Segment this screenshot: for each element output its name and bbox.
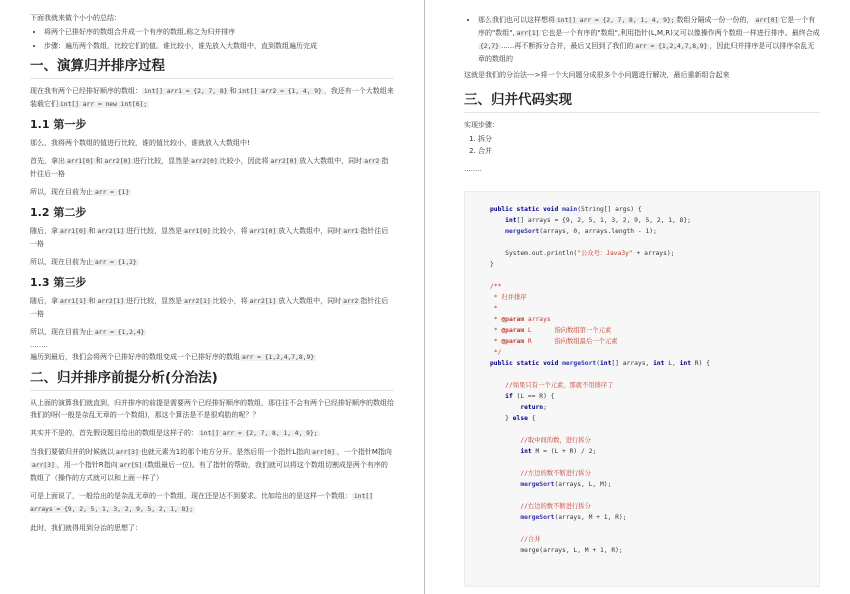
paragraph: 从上面的演算我们就直到，归并排序的前提是需要两个已经排好顺序的数组，那往往不会有两个已经排好顺序的数组给我们的呀(一般是杂乱无章的一个数组)，那这个算法是不是很鸡肋的呢？？ — [30, 399, 394, 419]
code-line: public static void mergeSort(int[] arrays, int L, int R) { — [490, 360, 710, 367]
paragraph: 首先，拿出 arr1[0] 和 arr2[0] 进行比较，显然是 arr2[0] 比较小，因此将 arr2[0] 放入大数组中，同时 arr2 指针往后一格 — [30, 157, 389, 178]
code-line: int M = (L + R) / 2; — [520, 448, 597, 455]
summary-item: • 步骤：遍历两个数组，比较它们的值。谁比较小，谁先放入大数组中，直到数组遍历完成 — [44, 40, 394, 52]
code-line: */ — [490, 349, 502, 356]
code-line: mergeSort(arrays, 0, arrays.length - 1); — [505, 228, 657, 235]
code-line: //取中间的数，进行拆分 — [490, 437, 591, 444]
code-line: //如果只有一个元素，那就不用排序了 — [490, 382, 614, 389]
code-line: public static void main(String[] args) { — [490, 206, 642, 213]
code-content — [490, 204, 811, 556]
code-line: return; — [520, 404, 547, 411]
paragraph: 所以，现在目前为止 arr = {1,2,4} — [30, 328, 145, 336]
steps-list — [464, 133, 820, 157]
bullet-list — [464, 14, 820, 65]
code-line: mergeSort(arrays, L, M); — [520, 481, 612, 488]
ellipsis: ........ — [30, 341, 48, 349]
code-line: int[] arrays = {9, 2, 5, 1, 3, 2, 9, 5, 2, 1, 8}; — [505, 217, 691, 224]
intro-text: 下面我就来做个小小的总结： — [30, 14, 121, 22]
code-line: //左边的数不断进行拆分 — [490, 470, 591, 477]
code-line: System.out.println("公众号：Java3y" + arrays); — [490, 250, 675, 257]
code-line: /** — [490, 283, 502, 290]
list-item: 1. 拆分 — [478, 133, 820, 145]
page-divider — [424, 0, 425, 594]
subsection-title: 1.2 第二步 — [30, 206, 87, 219]
paragraph: 可是上面说了，一般给出的是杂乱无章的一个数组，现在还是达不到要求。比如给出的是这样一个数组： int[] arrays = {9, 2, 5, 1, 3, 2, 9, 5, 2, 1, 8}; — [30, 492, 373, 513]
code-line: * @param arrays — [490, 316, 551, 323]
section-title-2: 二、归并排序前提分析(分治法) — [30, 369, 394, 391]
subsection-title: 1.3 第三步 — [30, 276, 87, 289]
code-line: merge(arrays, L, M + 1, R); — [490, 547, 623, 554]
subsection-title: 1.1 第一步 — [30, 118, 87, 131]
paragraph: 当我们要做归并的时候就以 arr[3] 也就元素为1的那个地方分开。是然后用一个指针L指向 arr[0] ，一个指针M指向arr[3] ，用一个指针R指向 arr[5] (数组最后一位)。有了指针的帮助，我们就可以将这个数组切割成是两个有序的数组了（操作的方式就可以和上面一样了） — [30, 448, 392, 482]
paragraph: 所以，现在目前为止 arr = {1} — [30, 188, 130, 196]
paragraph: 随后，拿 arr1[1] 和 arr2[1] 进行比较，显然是 arr2[1] 比较小，将 arr2[1] 放入大数组中，同时 arr2 指针往后一格 — [30, 297, 389, 318]
summary-item: • 将两个已排好序的数组合并成一个有序的数组,称之为归并排序 — [44, 26, 394, 38]
paragraph: 随后，拿 arr1[0] 和 arr2[1] 进行比较，显然是 arr1[0] 比较小，将 arr1[0] 放入大数组中，同时 arr1 指针往后一格 — [30, 227, 389, 248]
code-line: mergeSort(arrays, M + 1, R); — [520, 514, 627, 521]
code-line: * 归并排序 — [490, 294, 527, 301]
code-line: * @param R 指向数组最后一个元素 — [490, 338, 618, 345]
list-item: • 那么我们也可以这样想将 int[] arr = {2, 7, 8, 1, 4, 9}; 数组分隔成一份一份的， arr[0] 它是一个有序的"数组", arr[1] 它也是一个有序的"数组",利用指针(L,M,R)又可以像操作两个数组一样进行排序。最终合成{2,7} ......再不断拆分合并，最后又回到了我们的 arr = {1,2,4,7,8,9} ，因此归并排序是可以排序杂乱无章的数组的 — [478, 14, 820, 65]
code-line: if (L == R) { — [505, 393, 555, 400]
code-line: } — [490, 261, 494, 268]
right-page — [426, 0, 850, 594]
paragraph: 现在我有两个已经排好顺序的数组： int[] arr1 = {2, 7, 8} 和 int[] arr2 = {1, 4, 9} ，我还有一个大数组来装载它们 int[] arr = new int[6]; — [30, 87, 394, 108]
paragraph: 其实并不是的，首先假设题目给出的数组是这样子的： int[] arr = {2, 7, 8, 1, 4, 9}; — [30, 429, 318, 437]
paragraph: 此时，我们就得用到分治的思想了： — [30, 524, 142, 532]
code-line: * @param L 指向数组第一个元素 — [490, 327, 612, 334]
paragraph: 那么，我将两个数组的值进行比较，谁的值比较小，谁就放入大数组中! — [30, 139, 250, 147]
code-line: //合并 — [490, 536, 541, 543]
paragraph: 所以，现在目前为止 arr = {1,2} — [30, 258, 137, 266]
ellipsis: ........ — [464, 165, 482, 173]
summary-list — [30, 26, 394, 52]
paragraph: 遍历到最后，我们会将两个已排好序的数组变成一个已排好序的数组 arr = {1,2,4,7,8,9} — [30, 353, 315, 361]
code-line: //右边的数不断进行拆分 — [490, 503, 591, 510]
list-item: 2. 合并 — [478, 145, 820, 157]
section-title-1: 一、演算归并排序过程 — [30, 57, 394, 79]
section-title-3: 三、归并代码实现 — [464, 91, 820, 113]
paragraph: 这就是我们的分治法--->将一个大问题分成很多个小问题进行解决，最后重新组合起来 — [464, 71, 730, 79]
code-block — [464, 191, 820, 587]
steps-label: 实现步骤： — [464, 121, 499, 129]
code-line: } else { — [490, 415, 536, 422]
code-line: * — [490, 305, 498, 312]
left-page — [0, 0, 424, 594]
